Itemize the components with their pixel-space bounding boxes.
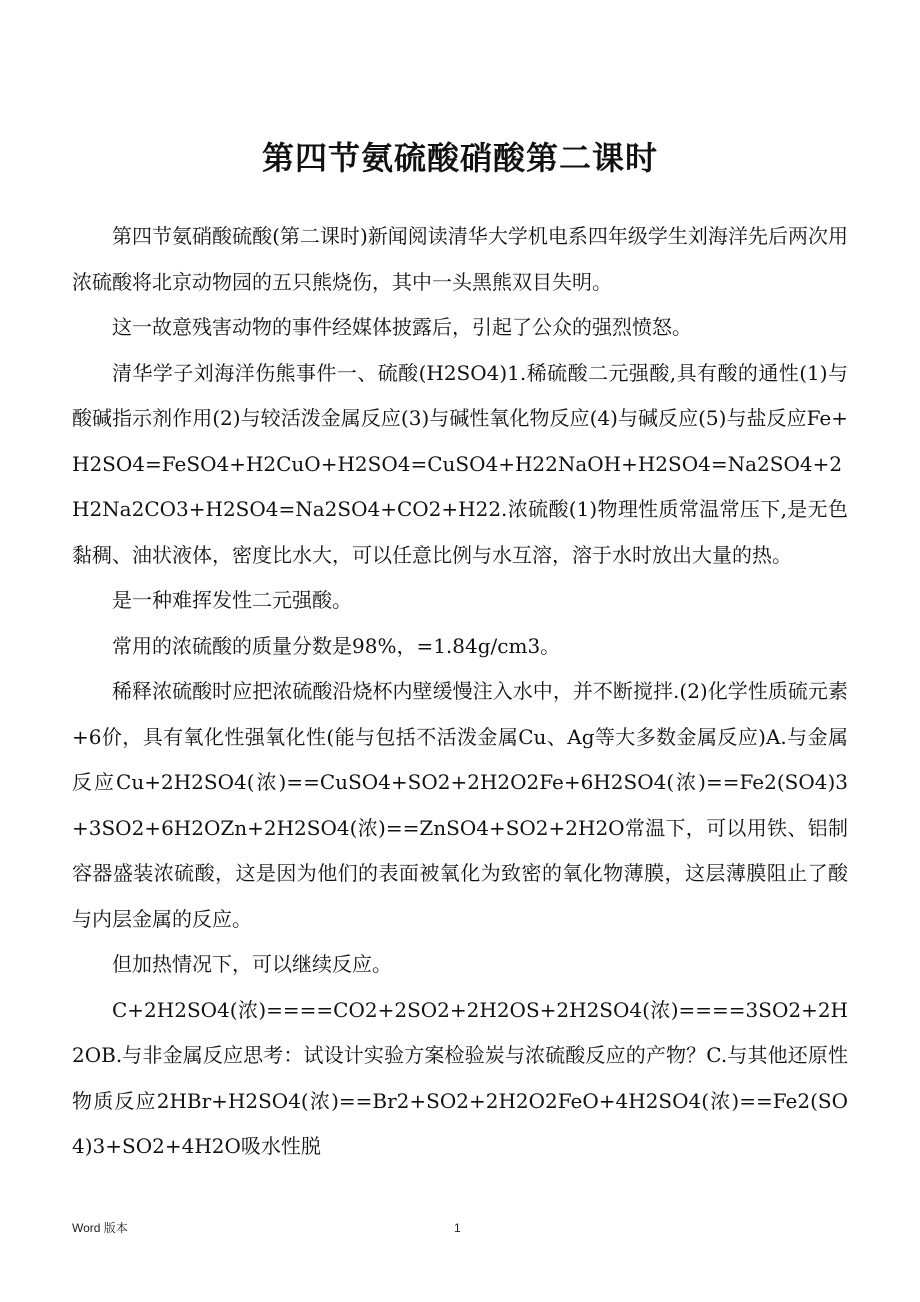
footer-label: Word 版本 [72,1221,128,1235]
paragraph-6: 稀释浓硫酸时应把浓硫酸沿烧杯内壁缓慢注入水中，并不断搅拌.(2)化学性质硫元素+6价，具有氧化性强氧化性(能与包括不活泼金属Cu、Ag等大多数金属反应)A.与金属反应Cu+2H2SO4(浓)==CuSO4+SO2+2H2O2Fe+6H2SO4(浓)==Fe2(SO4)3+3SO2+6H2OZn+2H2SO4(浓)==ZnSO4+SO2+2H2O常温下，可以用铁、铝制容器盛装浓硫酸，这是因为他们的表面被氧化为致密的氧化物薄膜，这层薄膜阻止了酸与内层金属的反应。 [72,679,848,931]
paragraph-3: 清华学子刘海洋伤熊事件一、硫酸(H2SO4)1.稀硫酸二元强酸,具有酸的通性(1)与酸碱指示剂作用(2)与较活泼金属反应(3)与碱性氧化物反应(4)与碱反应(5)与盐反应Fe+H2SO4=FeSO4+H2CuO+H2SO4=CuSO4+H22NaOH+H2SO4=Na2SO4+2H2Na2CO3+H2SO4=Na2SO4+CO2+H22.浓硫酸(1)物理性质常温常压下,是无色黏稠、油状液体，密度比水大，可以任意比例与水互溶，溶于水时放出大量的热。 [72,360,848,567]
paragraph-7: 但加热情况下，可以继续反应。 [112,952,392,976]
document-body [72,214,848,1170]
paragraph-5: 常用的浓硫酸的质量分数是98%，=1.84g/cm3。 [112,633,561,658]
paragraph-8: C+2H2SO4(浓)====CO2+2SO2+2H2OS+2H2SO4(浓)====3SO2+2H2OB.与非金属反应思考：试设计实验方案检验炭与浓硫酸反应的产物？C.与其他还原性物质反应2HBr+H2SO4(浓)==Br2+SO2+2H2O2FeO+4H2SO4(浓)==Fe2(SO4)3+SO2+4H2O吸水性脱 [72,997,848,1158]
paragraph-4: 是一种难挥发性二元强酸。 [112,588,352,612]
page-number: 1 [454,1221,461,1235]
paragraph-1: 第四节氨硝酸硫酸(第二课时)新闻阅读清华大学机电系四年级学生刘海洋先后两次用浓硫酸将北京动物园的五只熊烧伤，其中一头黑熊双目失明。 [72,224,848,294]
paragraph-2: 这一故意残害动物的事件经媒体披露后，引起了公众的强烈愤怒。 [112,315,692,339]
document-title: 第四节氨硫酸硝酸第二课时 [261,139,658,177]
